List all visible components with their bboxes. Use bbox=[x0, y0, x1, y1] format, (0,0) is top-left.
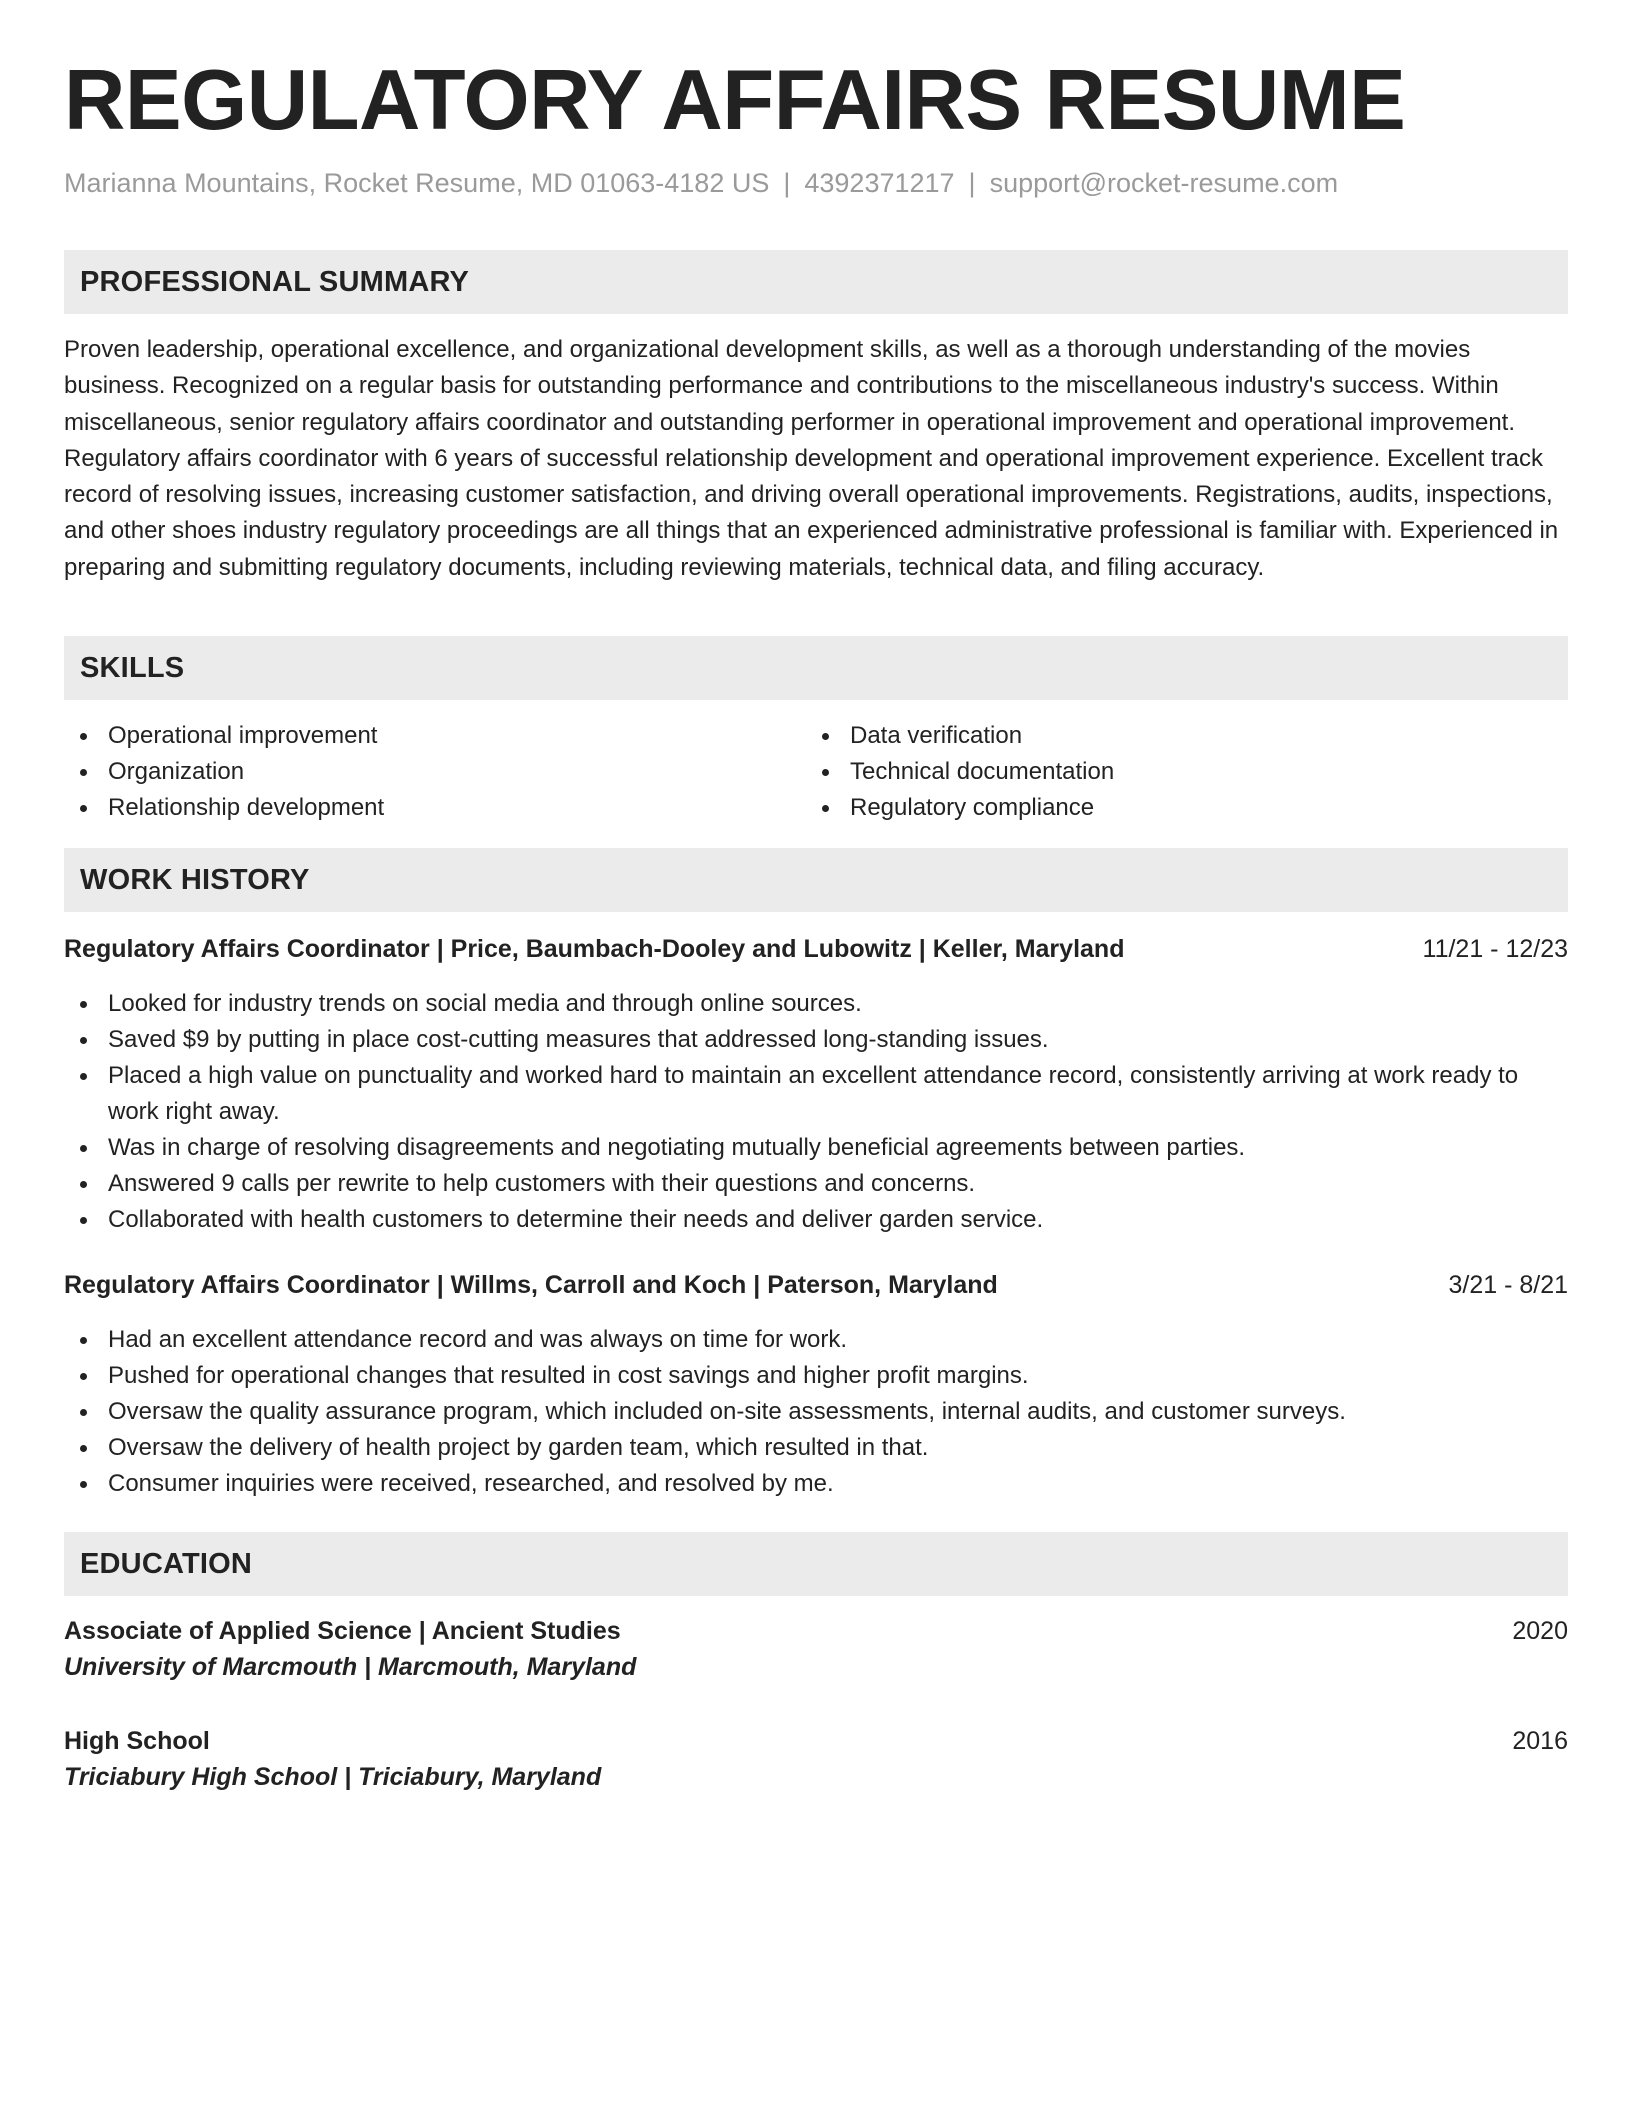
work-heading: WORK HISTORY bbox=[80, 863, 310, 896]
job-bullet: Oversaw the delivery of health project by garden team, which resulted in that. bbox=[64, 1430, 1568, 1466]
job-bullet: Pushed for operational changes that resulted in cost savings and higher profit margins. bbox=[64, 1358, 1568, 1394]
skill-item: Data verification bbox=[806, 718, 1548, 754]
job-bullet: Answered 9 calls per rewrite to help customers with their questions and concerns. bbox=[64, 1166, 1568, 1202]
job-dates: 3/21 - 8/21 bbox=[1448, 1271, 1568, 1300]
education-degree: High School bbox=[64, 1727, 210, 1756]
contact-phone: 4392371217 bbox=[804, 168, 955, 198]
job-bullets bbox=[64, 986, 1568, 1238]
skill-item: Organization bbox=[64, 754, 806, 790]
education-degree: Associate of Applied Science | Ancient Studies bbox=[64, 1617, 621, 1646]
resume-title: REGULATORY AFFAIRS RESUME bbox=[64, 53, 1406, 148]
job-bullet: Looked for industry trends on social media and through online sources. bbox=[64, 986, 1568, 1022]
skills-section-header bbox=[64, 636, 1568, 700]
skills-column-right bbox=[806, 718, 1548, 826]
skill-item: Regulatory compliance bbox=[806, 790, 1548, 826]
summary-heading: PROFESSIONAL SUMMARY bbox=[80, 265, 470, 298]
job-bullet: Consumer inquiries were received, researched, and resolved by me. bbox=[64, 1466, 1568, 1502]
skills-column-left bbox=[64, 718, 806, 826]
education-header bbox=[64, 1724, 1568, 1758]
summary-section-header bbox=[64, 250, 1568, 314]
work-section-header bbox=[64, 848, 1568, 912]
education-year: 2020 bbox=[1512, 1617, 1568, 1646]
contact-line bbox=[64, 166, 1568, 200]
job-bullet: Was in charge of resolving disagreements and negotiating mutually beneficial agreements between parties. bbox=[64, 1130, 1568, 1166]
job-bullet: Saved $9 by putting in place cost-cutting measures that addressed long-standing issues. bbox=[64, 1022, 1568, 1058]
skills-list bbox=[64, 718, 1568, 826]
education-school: University of Marcmouth | Marcmouth, Maryland bbox=[64, 1653, 637, 1682]
skill-item: Technical documentation bbox=[806, 754, 1548, 790]
job-header bbox=[64, 1268, 1568, 1302]
education-year: 2016 bbox=[1512, 1727, 1568, 1756]
education-heading: EDUCATION bbox=[80, 1547, 253, 1580]
education-school: Triciabury High School | Triciabury, Maryland bbox=[64, 1763, 602, 1792]
education-entry bbox=[64, 1724, 1568, 1796]
contact-separator: | bbox=[968, 168, 976, 198]
education-section-header bbox=[64, 1532, 1568, 1596]
job-header bbox=[64, 932, 1568, 966]
job-bullet: Placed a high value on punctuality and worked hard to maintain an excellent attendance record, consistently arriving at work ready to work right away. bbox=[64, 1058, 1568, 1130]
skills-heading: SKILLS bbox=[80, 651, 185, 684]
summary-text: Proven leadership, operational excellence, and organizational development skills, as well as a thorough understanding of the movies business. Recognized on a regular basis for outstanding performance and contributions to the miscellaneous industry's success. Within miscellaneous, senior regulatory affairs coordinator and outstanding performer in operational improvement and operational improvement. Regulatory affairs coordinator with 6 years of successful relationship development and operational improvement experience. Excellent track record of resolving issues, increasing customer satisfaction, and driving overall operational improvements. Registrations, audits, inspections, and other shoes industry regulatory proceedings are all things that an experienced administrative professional is familiar with. Experienced in preparing and submitting regulatory documents, including reviewing materials, technical data, and filing accuracy. bbox=[64, 336, 1559, 581]
job-entry bbox=[64, 1268, 1568, 1502]
job-bullets bbox=[64, 1322, 1568, 1502]
job-title: Regulatory Affairs Coordinator | Willms, Carroll and Koch | Paterson, Maryland bbox=[64, 1271, 998, 1300]
job-bullet: Had an excellent attendance record and was always on time for work. bbox=[64, 1322, 1568, 1358]
contact-email: support@rocket-resume.com bbox=[989, 168, 1339, 198]
job-bullet: Oversaw the quality assurance program, which included on-site assessments, internal audits, and customer surveys. bbox=[64, 1394, 1568, 1430]
job-bullet: Collaborated with health customers to determine their needs and deliver garden service. bbox=[64, 1202, 1568, 1238]
job-title: Regulatory Affairs Coordinator | Price, Baumbach-Dooley and Lubowitz | Keller, Maryland bbox=[64, 935, 1125, 964]
education-header bbox=[64, 1614, 1568, 1648]
job-dates: 11/21 - 12/23 bbox=[1422, 935, 1568, 964]
skill-item: Operational improvement bbox=[64, 718, 806, 754]
skill-item: Relationship development bbox=[64, 790, 806, 826]
education-entry bbox=[64, 1614, 1568, 1686]
resume-page bbox=[64, 52, 1568, 1796]
job-entry bbox=[64, 932, 1568, 1238]
contact-address: Marianna Mountains, Rocket Resume, MD 01063-4182 US bbox=[64, 168, 770, 198]
contact-separator: | bbox=[783, 168, 791, 198]
